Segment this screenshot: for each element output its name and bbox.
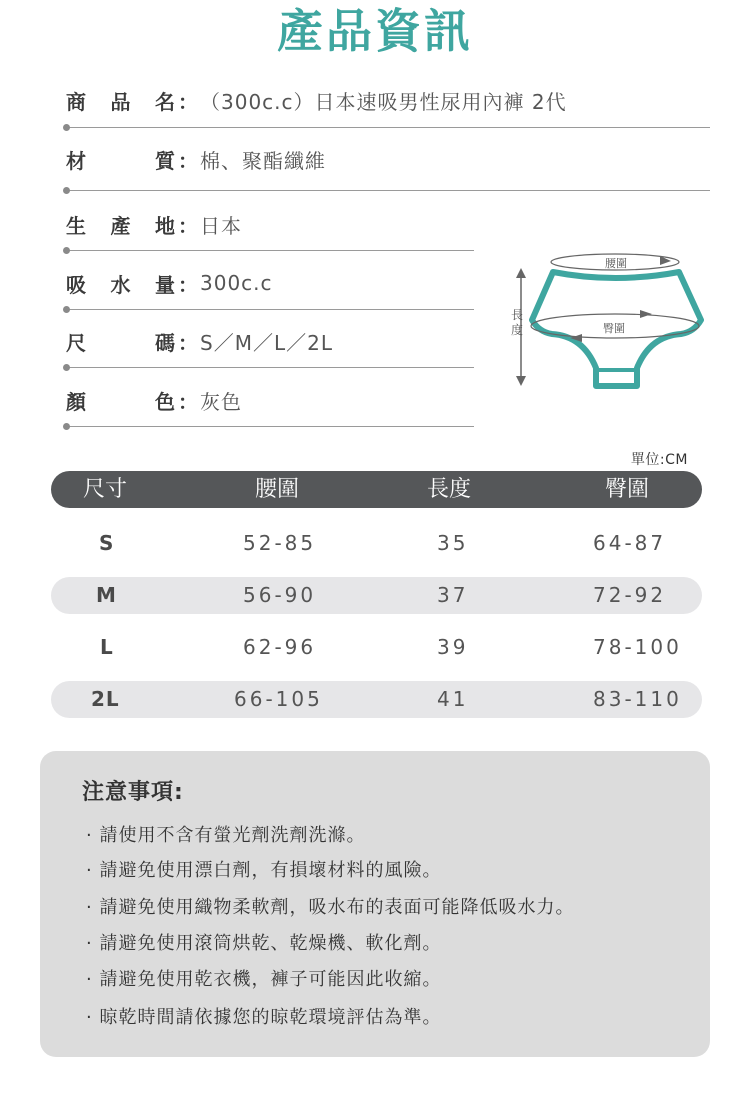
spec-colon: ： [178,89,198,114]
spec-label-char: 尺 [66,330,87,355]
spec-label-char: 碼 [155,330,176,355]
divider [66,309,474,310]
cell-waist: 62-96 [243,635,317,659]
spec-value: 日本 [200,213,242,238]
spec-value: 灰色 [200,389,242,414]
spec-value: S／M／L／2L [200,330,333,355]
table-row [51,525,702,562]
spec-label-char: 商 [66,89,87,114]
spec-label [66,269,176,298]
spec-label-char: 生 [66,213,87,238]
spec-value: 棉、聚酯纖維 [200,148,326,173]
note-item: · 請避免使用織物柔軟劑，吸水布的表面可能降低吸水力。 [86,897,575,918]
header-size: 尺寸 [83,477,128,502]
divider [66,367,474,368]
spec-label [66,86,176,115]
cell-size: L [100,635,114,659]
divider [66,250,474,251]
hip-arrow [640,310,652,318]
spec-row-material [66,139,326,179]
cell-hip: 64-87 [593,531,667,555]
table-row [51,577,702,614]
table-row [51,681,702,718]
notes-title: 注意事項: [82,780,184,805]
cell-length: 41 [437,687,469,711]
unit-label: 單位:CM [630,452,688,468]
length-label-1: 長 [511,308,524,322]
spec-label-char: 質 [155,148,176,173]
cell-hip: 72-92 [593,583,667,607]
cell-size: M [96,583,117,607]
cell-length: 39 [437,635,469,659]
note-item: · 請避免使用滾筒烘乾、乾燥機、軟化劑。 [86,933,442,954]
spec-colon: ： [178,213,198,238]
header-length: 長度 [427,477,472,502]
spec-row-name [66,80,567,120]
spec-colon: ： [178,272,198,297]
spec-label-char: 色 [155,389,176,414]
note-item: · 請避免使用漂白劑，有損壞材料的風險。 [86,860,442,881]
page-title: 產品資訊 [277,4,473,58]
spec-row-color [66,380,242,420]
note-item: · 請避免使用乾衣機，褲子可能因此收縮。 [86,969,442,990]
cell-length: 37 [437,583,469,607]
cell-hip: 83-110 [593,687,682,711]
spec-label-char: 量 [155,272,176,297]
spec-label-char: 材 [66,148,87,173]
table-row [51,629,702,666]
cell-waist: 66-105 [234,687,323,711]
spec-row-size [66,321,333,361]
note-item: · 請使用不含有螢光劑洗劑洗滌。 [86,825,366,846]
spec-label-char: 品 [110,89,132,114]
spec-label-char: 名 [155,89,176,114]
cell-waist: 52-85 [243,531,317,555]
spec-label [66,145,176,174]
length-label-2: 度 [511,323,524,337]
spec-colon: ： [178,389,198,414]
spec-colon: ： [178,148,198,173]
spec-label-char: 地 [155,213,176,238]
note-item: · 晾乾時間請依據您的晾乾環境評估為準。 [86,1007,442,1028]
divider [66,426,474,427]
divider [66,127,710,128]
cell-waist: 56-90 [243,583,317,607]
spec-label-char: 水 [110,272,132,297]
spec-label [66,386,176,415]
spec-label-char: 產 [110,213,132,238]
spec-value: 300c.c [200,271,273,295]
header-hip: 臀圍 [605,477,650,502]
notes-panel [40,751,710,1057]
spec-colon: ： [178,330,198,355]
cell-size: 2L [91,687,120,711]
spec-row-origin [66,204,242,244]
waist-label: 腰圍 [605,257,627,270]
spec-label [66,210,176,239]
spec-label-char: 吸 [66,272,87,297]
measurement-diagram [500,248,710,394]
header-waist: 腰圍 [255,477,300,502]
cell-length: 35 [437,531,469,555]
spec-label [66,327,176,356]
cell-hip: 78-100 [593,635,682,659]
table-header [51,471,702,508]
divider [66,190,710,191]
spec-value: （300c.c）日本速吸男性尿用內褲 2代 [200,89,567,114]
spec-label-char: 顏 [66,389,87,414]
cell-size: S [99,531,115,555]
hip-label: 臀圍 [603,322,625,335]
spec-row-absorbency [66,263,273,303]
